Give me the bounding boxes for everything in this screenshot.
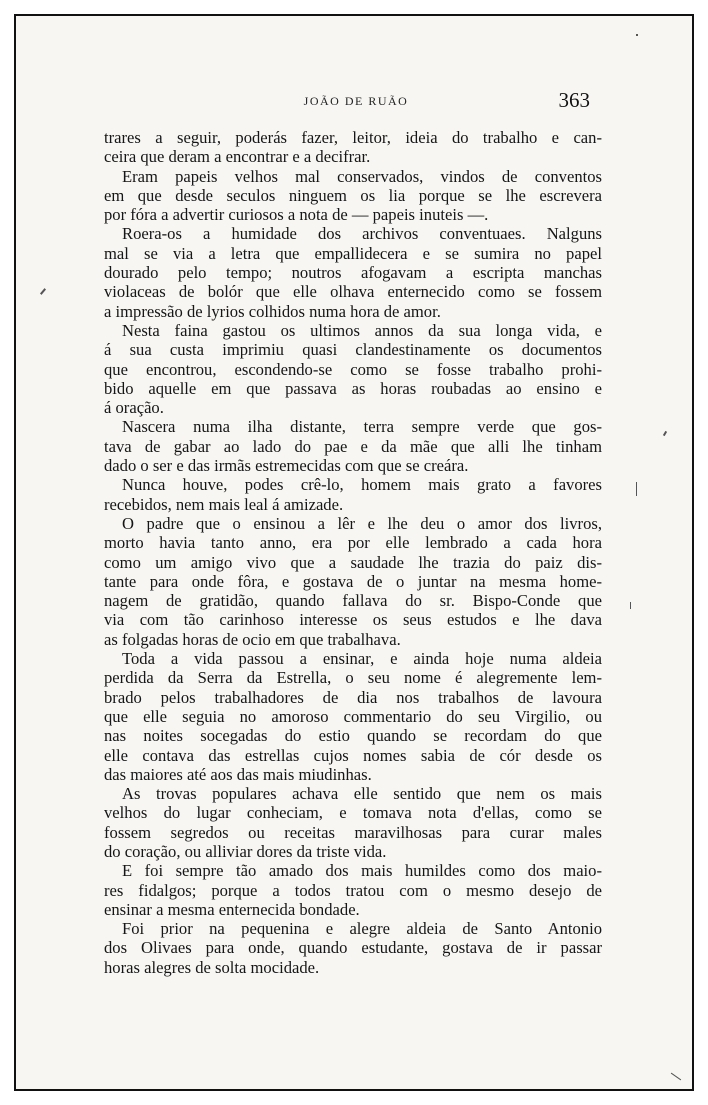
text-line: via com tão carinhoso interesse os seus estudos e lhe dava — [104, 610, 602, 630]
text-line: elle contava das estrellas cujos nomes sabia de cór desde os — [104, 745, 602, 765]
text-line: nagem de gratidão, quando fallava do sr. Bispo-Conde que — [104, 591, 602, 611]
text-line: tante para onde fôra, e gostava de o juntar na mesma home- — [104, 571, 602, 591]
text-line: dourado pelo tempo; noutros afogavam a escripta manchas — [104, 263, 602, 283]
scan-speck — [40, 288, 46, 295]
text-line: que elle seguia no amoroso commentario do seu Virgilio, ou — [104, 706, 602, 726]
text-line: Nunca houve, podes crê-lo, homem mais grato a favores — [122, 475, 602, 495]
text-line: violaceas de bolór que elle olhava enternecido como se fossem — [104, 282, 602, 302]
text-line: trares a seguir, poderás fazer, leitor, ideia do trabalho e can- — [104, 128, 602, 147]
book-page — [14, 14, 694, 1091]
text-line: velhos do lugar conheciam, e tomava nota d'ellas, como se — [104, 803, 602, 823]
scan-speck — [636, 482, 637, 496]
scan-speck — [630, 602, 631, 609]
text-line: Eram papeis velhos mal conservados, vindos de conventos — [122, 166, 602, 186]
text-line: ensinar a mesma enternecida bondade. — [104, 899, 360, 919]
text-line: mal se via a letra que empallidecera e se sumira no papel — [104, 243, 602, 263]
scan-speck — [671, 1073, 681, 1081]
text-line: Roera-os a humidade dos archivos conventuaes. Nalguns — [122, 224, 602, 244]
page-number: 363 — [558, 88, 590, 112]
text-line: das maiores até aos das mais miudinhas. — [104, 764, 372, 784]
text-line: dos Olivaes para onde, quando estudante, gostava de ir passar — [104, 938, 602, 958]
running-head — [116, 86, 596, 116]
text-line: por fóra a advertir curiosos a nota de — papeis inuteis —. — [104, 205, 489, 225]
text-line: Toda a vida passou a ensinar, e ainda hoje numa aldeia — [122, 649, 602, 669]
text-line: em que desde seculos ninguem os lia porque se lhe escrevera — [104, 185, 602, 205]
text-line: nas noites socegadas do estio quando se recordam do que — [104, 726, 602, 746]
text-line: O padre que o ensinou a lêr e lhe deu o amor dos livros, — [122, 513, 602, 533]
text-line: como um amigo vivo que a saudade lhe trazia do paiz dis- — [104, 552, 602, 572]
text-line: horas alegres de solta mocidade. — [104, 957, 320, 977]
text-line: as folgadas horas de ocio em que trabalhava. — [104, 629, 401, 649]
text-line: do coração, ou alliviar dores da triste vida. — [104, 841, 387, 861]
text-line: As trovas populares achava elle sentido que nem os mais — [122, 784, 602, 804]
text-line: fossem segredos ou receitas maravilhosas para curar males — [104, 822, 602, 842]
text-line: bido aquelle em que passava as horas roubadas ao ensino e — [104, 378, 602, 398]
text-line: ceira que deram a encontrar e a decifrar. — [104, 147, 371, 167]
text-line: perdida da Serra da Estrella, o seu nome é alegremente lem- — [104, 668, 602, 688]
text-line: recebidos, nem mais leal á amizade. — [104, 494, 344, 514]
text-line: Nascera numa ilha distante, terra sempre verde que gos- — [122, 417, 602, 437]
scan-speck — [636, 34, 638, 36]
text-line: res fidalgos; porque a todos tratou com o mesmo desejo de — [104, 880, 602, 900]
text-line: que encontrou, escondendo-se como se fosse trabalho prohi- — [104, 359, 602, 379]
text-line: a impressão de lyrios colhidos numa hora de amor. — [104, 301, 441, 321]
text-line: brado pelos trabalhadores de dia nos trabalhos de lavoura — [104, 687, 602, 707]
text-line: E foi sempre tão amado dos mais humildes como dos maio- — [122, 861, 602, 881]
body-text — [104, 128, 602, 977]
running-head-title: JOÃO DE RUÃO — [303, 94, 409, 108]
scan-speck — [663, 431, 667, 436]
text-line: Nesta faina gastou os ultimos annos da sua longa vida, e — [122, 320, 602, 340]
text-line: morto havia tanto anno, era por elle lembrado a cada hora — [104, 533, 602, 553]
text-line: dado o ser e das irmãs estremecidas com que se creára. — [104, 456, 469, 476]
text-line: á sua custa imprimiu quasi clandestinamente os documentos — [104, 340, 602, 360]
text-line: á oração. — [104, 398, 164, 418]
text-line: Foi prior na pequenina e alegre aldeia de Santo Antonio — [122, 919, 602, 939]
text-line: tava de gabar ao lado do pae e da mãe que alli lhe tinham — [104, 436, 602, 456]
